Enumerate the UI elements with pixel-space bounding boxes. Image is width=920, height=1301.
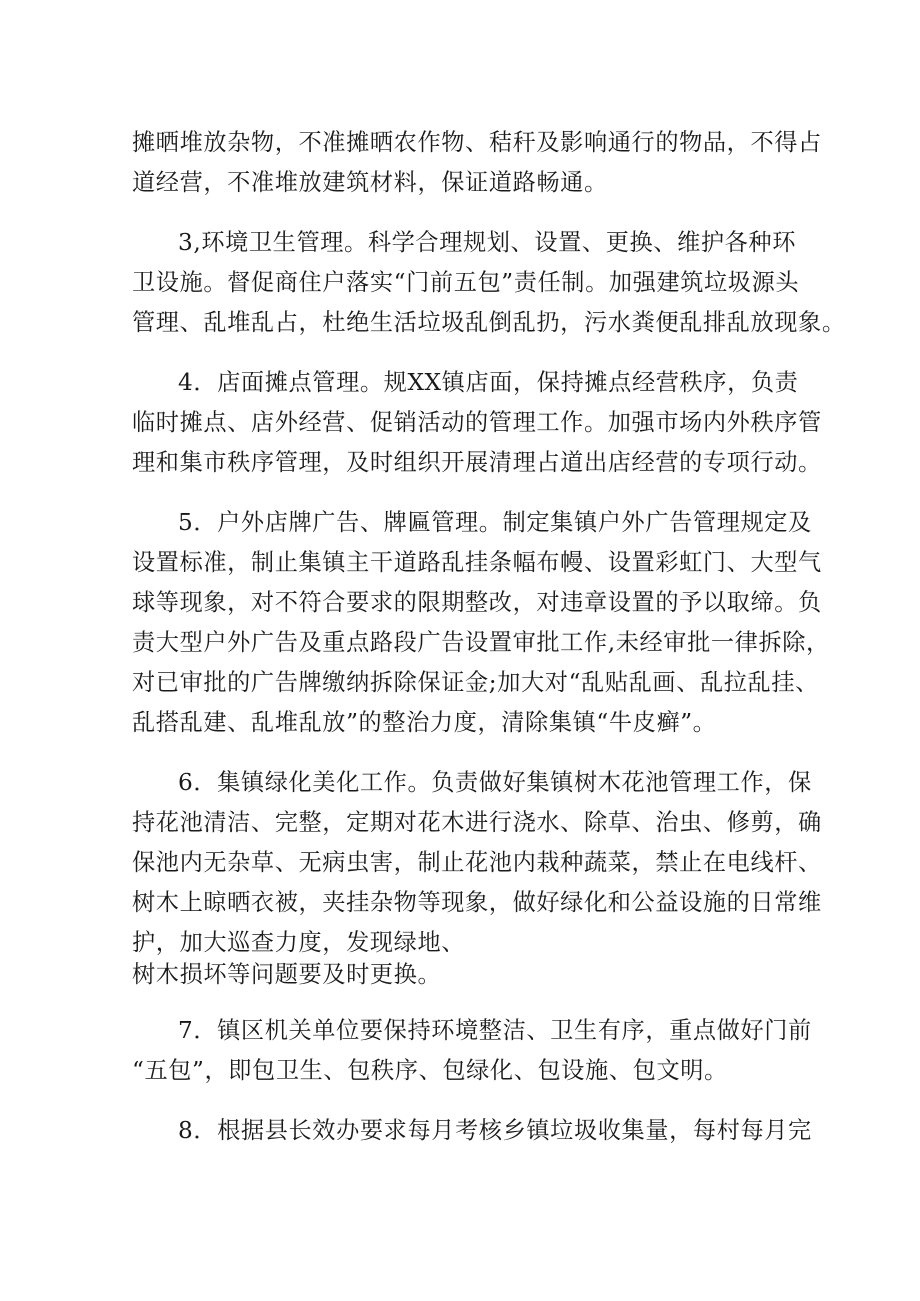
text-line: “五包”，即包卫生、包秩序、包绿化、包设施、包文明。 [132,1057,728,1084]
text-line: 理和集市秩序管理，及时组织开展清理占道出店经营的专项行动。 [132,449,822,476]
paragraph-continuation [132,123,822,203]
text-line: 乱搭乱建、乱堆乱放”的整治力度，清除集镇“牛皮癣”。 [132,709,717,736]
paragraph-item-4 [132,363,822,483]
text-line: 对已审批的广告牌缴纳拆除保证金;加大对“乱贴乱画、乱拉乱挂、 [132,669,819,696]
text-line: 4．店面摊点管理。规XX镇店面，保持摊点经营秩序，负责 [178,369,799,396]
paragraph-item-8 [132,1111,812,1151]
text-line: 管理、乱堆乱占，杜绝生活垃圾乱倒乱扔，污水粪便乱排乱放现象。 [132,309,846,336]
text-line: 球等现象，对不符合要求的限期整改，对违章设置的予以取缔。负 [132,589,822,616]
text-line: 设置标准，制止集镇主干道路乱挂条幅布幔、设置彩虹门、大型气 [132,549,822,576]
text-line: 树木损坏等问题要及时更换。 [132,961,442,988]
text-line: 持花池清洁、完整，定期对花木进行浇水、除草、治虫、修剪，确 [132,809,822,836]
text-line: 3,环境卫生管理。科学合理规划、设置、更换、维护各种环 [178,229,797,256]
paragraph-item-3 [132,223,846,343]
document-body [132,123,846,1171]
text-line: 临时摊点、店外经营、促销活动的管理工作。加强市场内外秩序管 [132,409,822,436]
text-line: 5．户外店牌广告、牌匾管理。制定集镇户外广告管理规定及 [178,509,812,536]
text-line: 保池内无杂草、无病虫害，制止花池内栽种蔬菜，禁止在电线杆、 [132,849,822,876]
text-line: 7．镇区机关单位要保持环境整洁、卫生有序，重点做好门前 [178,1017,812,1044]
text-line: 8．根据县长效办要求每月考核乡镇垃圾收集量，每村每月完 [178,1117,812,1144]
paragraph-item-7 [132,1011,812,1091]
text-line: 护，加大巡查力度，发现绿地、 [132,929,466,956]
text-line: 摊晒堆放杂物，不准摊晒农作物、秸秆及影响通行的物品，不得占 [132,129,822,156]
paragraph-item-5 [132,503,830,743]
text-line: 卫设施。督促商住户落实“门前五包”责任制。加强建筑垃圾源头 [132,269,800,296]
text-line: 道经营，不准堆放建筑材料，保证道路畅通。 [132,169,608,196]
text-line: 6．集镇绿化美化工作。负责做好集镇树木花池管理工作，保 [178,769,812,796]
text-line: 责大型户外广告及重点路段广告设置审批工作,未经审批一律拆除， [132,629,830,656]
text-line: 树木上晾晒衣被，夹挂杂物等现象，做好绿化和公益设施的日常维 [132,889,822,916]
paragraph-item-6 [132,763,822,991]
